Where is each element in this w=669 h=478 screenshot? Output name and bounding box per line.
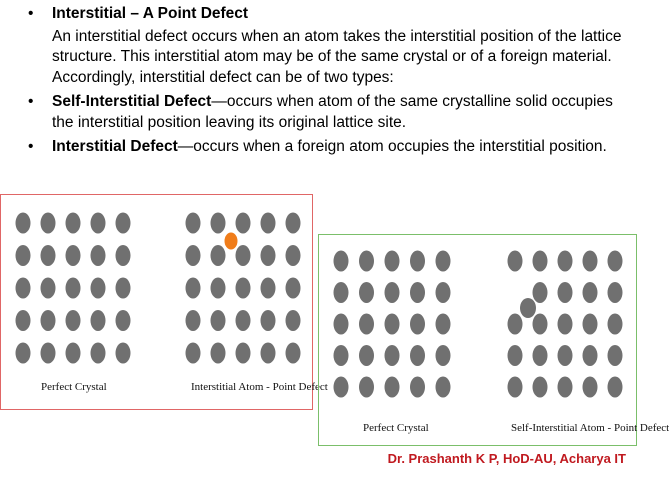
type-item-self-interstitial	[20, 92, 630, 133]
lattice-atom	[236, 343, 251, 364]
lattice-atom	[359, 377, 374, 398]
lattice-atom	[211, 213, 226, 234]
lattice-atom	[436, 377, 451, 398]
lattice-atom	[91, 343, 106, 364]
lattice-atom	[41, 245, 56, 266]
interstitial-defect-figure	[0, 194, 328, 410]
lattice-atom	[261, 213, 276, 234]
lattice-atom	[186, 278, 201, 299]
lattice-atom	[608, 314, 623, 335]
lattice-atom	[286, 310, 301, 331]
lattice-atom	[66, 310, 81, 331]
lattice-atom	[436, 282, 451, 303]
lattice-atom	[66, 343, 81, 364]
lattice-atom	[533, 345, 548, 366]
lattice-atom	[91, 213, 106, 234]
caption-interstitial-atom: Interstitial Atom - Point Defect	[191, 381, 328, 393]
lattice-atom	[359, 282, 374, 303]
lattice-atom	[583, 345, 598, 366]
lattice-atom	[16, 310, 31, 331]
type-item-interstitial	[20, 137, 630, 158]
lattice-atom	[533, 282, 548, 303]
lattice-atom	[533, 377, 548, 398]
lattice-atom	[410, 377, 425, 398]
lattice-atom	[16, 343, 31, 364]
self-interstitial-atom	[520, 298, 536, 318]
lattice-atom	[508, 314, 523, 335]
lattice-atom	[41, 310, 56, 331]
caption-self-interstitial-atom: Self-Interstitial Atom - Point Defect	[511, 422, 669, 434]
lattice-atom	[385, 377, 400, 398]
lattice-atom	[286, 278, 301, 299]
lattice-atom	[91, 310, 106, 331]
lattice-atom	[359, 314, 374, 335]
lattice-atom	[236, 310, 251, 331]
lattice-atom	[286, 245, 301, 266]
lattice-atom	[410, 314, 425, 335]
lattice-atom	[41, 278, 56, 299]
lattice-atom	[186, 213, 201, 234]
lattice-atom	[211, 245, 226, 266]
lattice-atom	[508, 251, 523, 272]
lattice-atom	[334, 282, 349, 303]
lattice-atom	[608, 345, 623, 366]
self-interstitial-defect-figure	[318, 234, 669, 446]
interstitial-atom	[225, 233, 238, 250]
bullet-icon: •	[28, 138, 34, 155]
lattice-atom	[186, 343, 201, 364]
lattice-atom	[286, 343, 301, 364]
lattice-atom	[508, 345, 523, 366]
lattice-diagram-right	[319, 235, 635, 410]
type-text	[52, 92, 630, 133]
lattice-atom	[66, 245, 81, 266]
lattice-atom	[261, 278, 276, 299]
lattice-atom	[261, 343, 276, 364]
lattice-atom	[116, 245, 131, 266]
lattice-atom	[186, 310, 201, 331]
lattice-atom	[410, 282, 425, 303]
lattice-atom	[334, 377, 349, 398]
lattice-diagram-left	[1, 195, 311, 365]
lattice-atom	[436, 251, 451, 272]
lattice-atom	[385, 282, 400, 303]
lattice-atom	[334, 314, 349, 335]
lattice-atom	[261, 245, 276, 266]
heading-row	[20, 4, 630, 25]
lattice-atom	[16, 213, 31, 234]
caption-perfect-crystal: Perfect Crystal	[41, 381, 107, 393]
lattice-atom	[211, 343, 226, 364]
lattice-atom	[558, 251, 573, 272]
lattice-atom	[66, 278, 81, 299]
lattice-atom	[583, 282, 598, 303]
type-text	[52, 137, 630, 158]
lattice-atom	[261, 310, 276, 331]
lattice-atom	[211, 278, 226, 299]
lattice-atom	[286, 213, 301, 234]
lattice-atom	[116, 278, 131, 299]
lattice-atom	[334, 251, 349, 272]
lattice-atom	[16, 278, 31, 299]
lattice-atom	[508, 377, 523, 398]
lattice-atom	[436, 345, 451, 366]
bullet-icon: •	[28, 93, 34, 110]
type-term: Interstitial Defect	[52, 138, 178, 155]
lattice-atom	[236, 245, 251, 266]
lattice-atom	[236, 213, 251, 234]
caption-perfect-crystal: Perfect Crystal	[363, 422, 429, 434]
lattice-atom	[116, 343, 131, 364]
lattice-atom	[558, 282, 573, 303]
lattice-atom	[385, 314, 400, 335]
lattice-atom	[186, 245, 201, 266]
lattice-atom	[608, 377, 623, 398]
lattice-atom	[211, 310, 226, 331]
type-term: Self-Interstitial Defect	[52, 93, 212, 110]
lattice-atom	[608, 251, 623, 272]
lattice-atom	[91, 245, 106, 266]
lattice-atom	[410, 251, 425, 272]
lattice-atom	[385, 345, 400, 366]
lattice-atom	[66, 213, 81, 234]
lattice-atom	[558, 314, 573, 335]
intro-paragraph: An interstitial defect occurs when an atom takes the interstitial position of the lattice structure. This interstitial atom may be of the same crystal or of a foreign material. Accordingly, interstitial defect can be of two types:	[52, 27, 622, 86]
type-definition: —occurs when a foreign atom occupies the interstitial position.	[177, 138, 607, 155]
lattice-atom	[436, 314, 451, 335]
lattice-atom	[41, 213, 56, 234]
lattice-atom	[533, 251, 548, 272]
lattice-atom	[359, 251, 374, 272]
lattice-atom	[236, 278, 251, 299]
lattice-atom	[116, 213, 131, 234]
type-definition: —occurs when atom of the same crystalline solid occupies the interstitial position leaving its original lattice site.	[52, 93, 613, 131]
lattice-atom	[583, 314, 598, 335]
lattice-atom	[558, 377, 573, 398]
lattice-atom	[385, 251, 400, 272]
author-footer: Dr. Prashanth K P, HoD-AU, Acharya IT	[387, 451, 626, 466]
lattice-atom	[608, 282, 623, 303]
lattice-atom	[91, 278, 106, 299]
bullet-icon: •	[28, 5, 34, 22]
lattice-atom	[16, 245, 31, 266]
slide-text	[20, 4, 630, 158]
lattice-atom	[41, 343, 56, 364]
lattice-atom	[583, 377, 598, 398]
lattice-atom	[359, 345, 374, 366]
lattice-atom	[533, 314, 548, 335]
lattice-atom	[558, 345, 573, 366]
lattice-atom	[410, 345, 425, 366]
lattice-atom	[116, 310, 131, 331]
lattice-atom	[334, 345, 349, 366]
slide-title: Interstitial – A Point Defect	[52, 5, 249, 22]
lattice-atom	[583, 251, 598, 272]
